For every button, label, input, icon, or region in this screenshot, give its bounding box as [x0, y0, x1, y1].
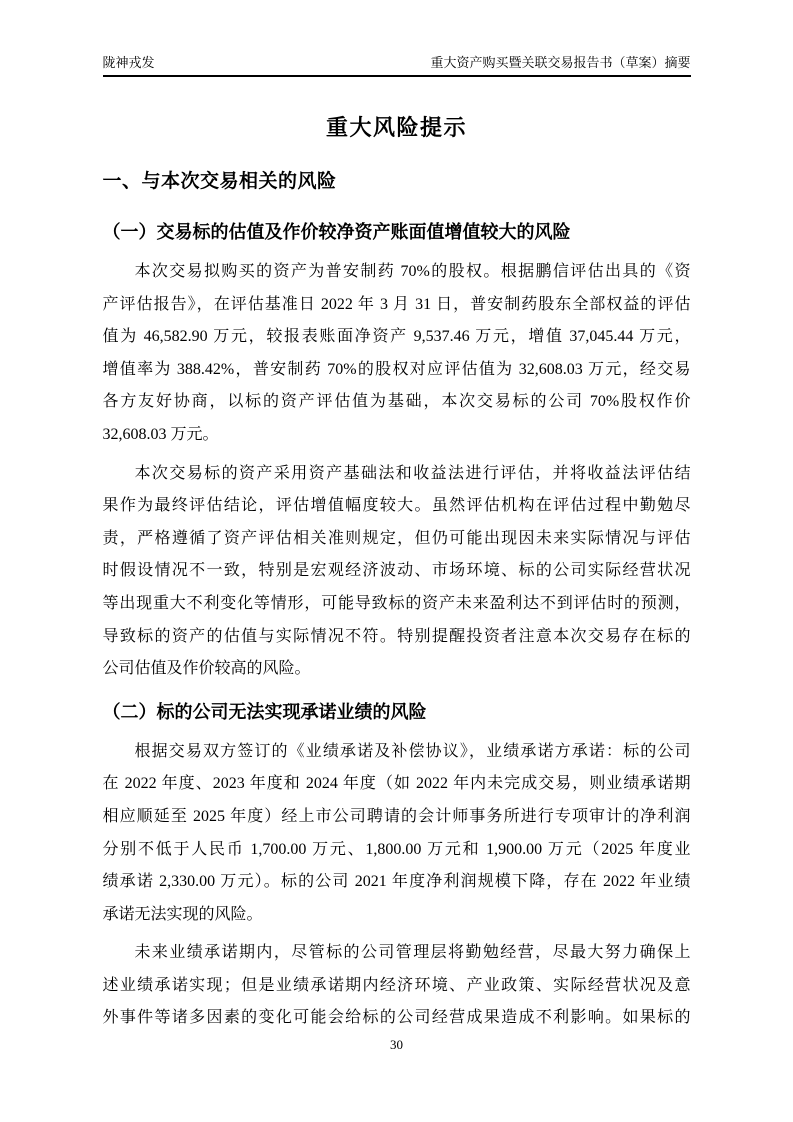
- text-line: 本次交易拟购买的资产为普安制药 70%的股权。根据鹏信评估出具的《资: [134, 263, 691, 280]
- text-line: 责，严格遵循了资产评估相关准则规定，但仍可能出现因未来实际情况与评估: [102, 529, 691, 547]
- text-line: 相应顺延至 2025 年度）经上市公司聘请的会计师事务所进行专项审计的净利润: [102, 807, 691, 825]
- text-line: 外事件等诸多因素的变化可能会给标的公司经营成果造成不利影响。如果标的: [102, 1009, 691, 1027]
- subsection-heading: （二）标的公司无法实现承诺业绩的风险: [102, 701, 427, 722]
- header-left-text: 陇神戎发: [102, 55, 155, 70]
- text-line: 导致标的资产的估值与实际情况不符。特别提醒投资者注意本次交易存在标的: [102, 627, 691, 645]
- paragraph: [103, 256, 691, 452]
- text-line: 公司估值及作价较高的风险。: [102, 660, 311, 678]
- text-line: 值为 46,582.90 万元，较报表账面净资产 9,537.46 万元，增值 37,045.44 万元，: [102, 328, 691, 346]
- text-line: 本次交易标的资产采用资产基础法和收益法进行评估，并将收益法评估结: [134, 464, 691, 482]
- text-line: 增值率为 388.42%，普安制药 70%的股权对应评估值为 32,608.03 万元，经交易: [102, 360, 691, 378]
- subsection-heading: （一）交易标的估值及作价较净资产账面值增值较大的风险: [102, 222, 571, 242]
- paragraph: [103, 458, 691, 686]
- document-body: [103, 115, 691, 1035]
- paragraph: [103, 937, 691, 1035]
- text-line: 承诺无法实现的风险。: [102, 905, 263, 923]
- text-line: 分别不低于人民币 1,700.00 万元、1,800.00 万元和 1,900.00 万元（2025 年度业: [102, 840, 691, 858]
- page-title: 重大风险提示: [325, 115, 467, 140]
- section-heading: 一、与本次交易相关的风险: [102, 171, 337, 192]
- header-right-text: 重大资产购买暨关联交易报告书（草案）摘要: [430, 55, 691, 70]
- page-number: 30: [390, 1037, 403, 1052]
- text-line: 未来业绩承诺期内，尽管标的公司管理层将勤勉经营，尽最大努力确保上: [134, 944, 691, 962]
- page-header: [103, 0, 691, 77]
- text-line: 32,608.03 万元。: [102, 425, 219, 443]
- text-line: 时假设情况不一致，特别是宏观经济波动、市场环境、标的公司实际经营状况: [102, 562, 691, 580]
- text-line: 各方友好协商，以标的资产评估值为基础，本次交易标的公司 70%股权作价: [102, 393, 691, 411]
- text-line: 产评估报告》，在评估基准日 2022 年 3 月 31 日，普安制药股东全部权益的评估: [102, 295, 691, 313]
- text-line: 在 2022 年度、2023 年度和 2024 年度（如 2022 年内未完成交易，则业绩承诺期: [102, 775, 691, 793]
- paragraph: [103, 736, 691, 932]
- text-line: 述业绩承诺实现；但是业绩承诺期内经济环境、产业政策、实际经营状况及意: [102, 976, 691, 994]
- text-line: 等出现重大不利变化等情形，可能导致标的资产未来盈利达不到评估时的预测，: [102, 594, 691, 612]
- content-flow: [103, 170, 691, 1035]
- text-line: 果作为最终评估结论，评估增值幅度较大。虽然评估机构在评估过程中勤勉尽: [102, 497, 691, 515]
- page-footer: [0, 1036, 793, 1053]
- text-line: 根据交易双方签订的《业绩承诺及补偿协议》，业绩承诺方承诺：标的公司: [134, 742, 691, 760]
- text-line: 绩承诺 2,330.00 万元）。标的公司 2021 年度净利润规模下降，存在 2022 年业绩: [102, 873, 691, 891]
